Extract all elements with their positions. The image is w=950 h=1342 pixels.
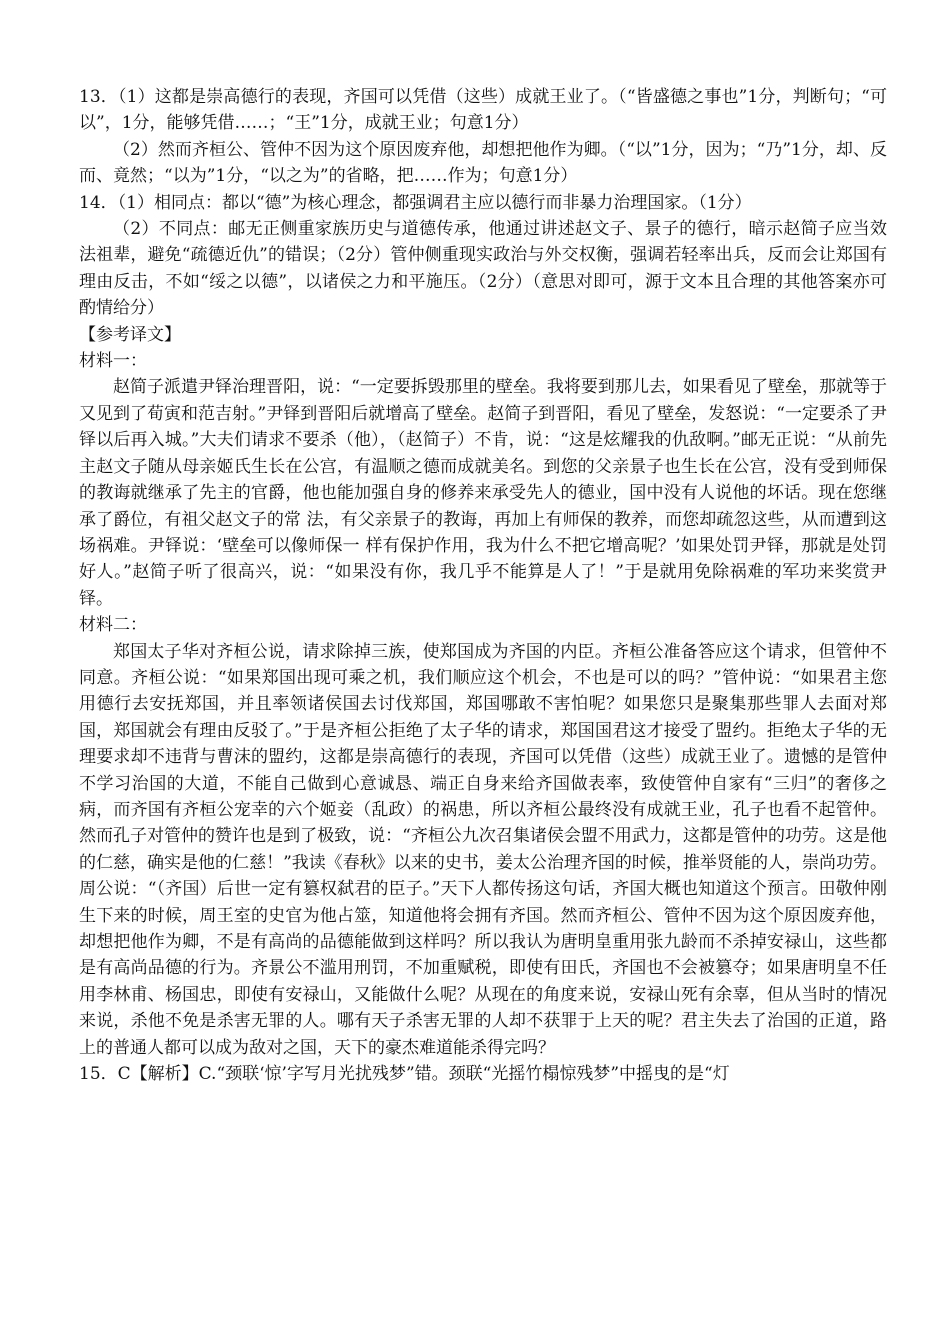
translation-heading: 【参考译文】 (79, 324, 181, 345)
q15-answer: 15．C【解析】C.“颈联‘惊’字写月光扰残梦”错。颈联“光摇竹榻惊残梦”中摇曳的是“灯 (79, 1064, 730, 1085)
q13-answer-1: 13．（1）这都是崇高德行的表现，齐国可以凭借（这些）成就王业了。（“皆盛德之事也”1分，判断句；“可以”，1分，能够凭借……；“王”1分，成就王业；句意1分） (79, 87, 887, 134)
material-2-text: 郑国太子华对齐桓公说，请求除掉三族，使郑国成为齐国的内臣。齐桓公准备答应这个请求，但管仲不同意。齐桓公说：“如果郑国出现可乘之机，我们顺应这个机会，不也是可以的吗？”管仲说：“如果君主您用德行去安抚郑国，并且率领诸侯国去讨伐郑国，郑国哪敢不害怕呢？如果您只是聚集那些罪人去面对郑国，郑国就会有理由反驳了。”于是齐桓公拒绝了太子华的请求，郑国国君这才接受了盟约。拒绝太子华的无理要求却不违背与曹沫的盟约，这都是崇高德行的表现，齐国可以凭借（这些）成就王业了。遗憾的是管仲不学习治国的大道，不能自己做到心意诚恳、端正自身来给齐国做表率，致使管仲自家有“三归”的奢侈之病，而齐国有齐桓公宠幸的六个姬妾（乱政）的祸患，所以齐桓公最终没有成就王业，孔子也看不起管仲。然而孔子对管仲的赞许也是到了极致，说：“齐桓公九次召集诸侯会盟不用武力，这都是管仲的功劳。这是他的仁慈，确实是他的仁慈！”我读《春秋》以来的史书，姜太公治理齐国的时候，推举贤能的人，崇尚功劳。周公说：“（齐国）后世一定有篡权弑君的臣子。”天下人都传扬这句话，齐国大概也知道这个预言。田敬仲刚生下来的时候，周王室的史官为他占筮，知道他将会拥有齐国。然而齐桓公、管仲不因为这个原因废弃他，却想把他作为卿，不是有高尚的品德能做到这样吗？所以我认为唐明皇重用张九龄而不杀掉安禄山，这些都是有高尚品德的行为。齐景公不滥用刑罚，不加重赋税，即使有田氏，齐国也不会被篡夺；如果唐明皇不任用李林甫、杨国忠，即使有安禄山，又能做什么呢？从现在的角度来说，安禄山死有余辜，但从当时的情况来说，杀他不免是杀害无罪的人。哪有天子杀害无罪的人却不获罪于上天的呢？君主失去了治国的正道，路上的普通人都可以成为敌对之国，天下的豪杰难道能杀得完吗？ (79, 641, 887, 1058)
q14-answer-2: （2）不同点：邮无正侧重家族历史与道德传承，他通过讲述赵文子、景子的德行，暗示赵简子应当效法祖辈，避免“疏德近仇”的错误；（2分）管仲侧重现实政治与外交权衡，强调若轻率出兵，反而会让郑国有理由反击，不如“绥之以德”，以诸侯之力和平施压。（2分）（意思对即可，源于文本且合理的其他答案亦可酌情给分） (79, 219, 887, 319)
material-1-text: 赵简子派遣尹铎治理晋阳，说：“一定要拆毁那里的壁垒。我将要到那儿去，如果看见了壁垒，那就等于又见到了荀寅和范吉射。”尹铎到晋阳后就增高了壁垒。赵简子到晋阳，看见了壁垒，发怒说：“一定要杀了尹铎以后再入城。”大夫们请求不要杀（他），（赵简子）不肯，说：“这是炫耀我的仇敌啊。”邮无正说：“从前先主赵文子随从母亲姬氏生长在公宫，有温顺之德而成就美名。到您的父亲景子也生长在公宫，没有受到师保的教诲就继承了先主的官爵，他也能加强自身的修养来承受先人的德业，国中没有人说他的坏话。现在您继承了爵位，有祖父赵文子的常 法，有父亲景子的教诲，再加上有师保的教养，而您却疏忽这些，从而遭到这场祸难。尹铎说：‘壁垒可以像师保一 样有保护作用，我为什么不把它增高呢？’如果处罚尹铎，那就是处罚好人。”赵简子听了很高兴，说：“如果没有你，我几乎不能算是人了！”于是就用免除祸难的军功来奖赏尹铎。 (79, 377, 887, 609)
document-page (79, 84, 887, 1087)
q14-answer-1: 14．（1）相同点：都以“德”为核心理念，都强调君主应以德行而非暴力治理国家。（1分） (79, 192, 752, 213)
q13-answer-2: （2）然而齐桓公、管仲不因为这个原因废弃他，却想把他作为卿。（“以”1分，因为；“乃”1分，却、反而、竟然；“以为”1分，“以之为”的省略，把……作为；句意1分） (79, 139, 887, 187)
material-2-label: 材料二： (79, 615, 147, 636)
material-1-label: 材料一： (79, 351, 147, 372)
